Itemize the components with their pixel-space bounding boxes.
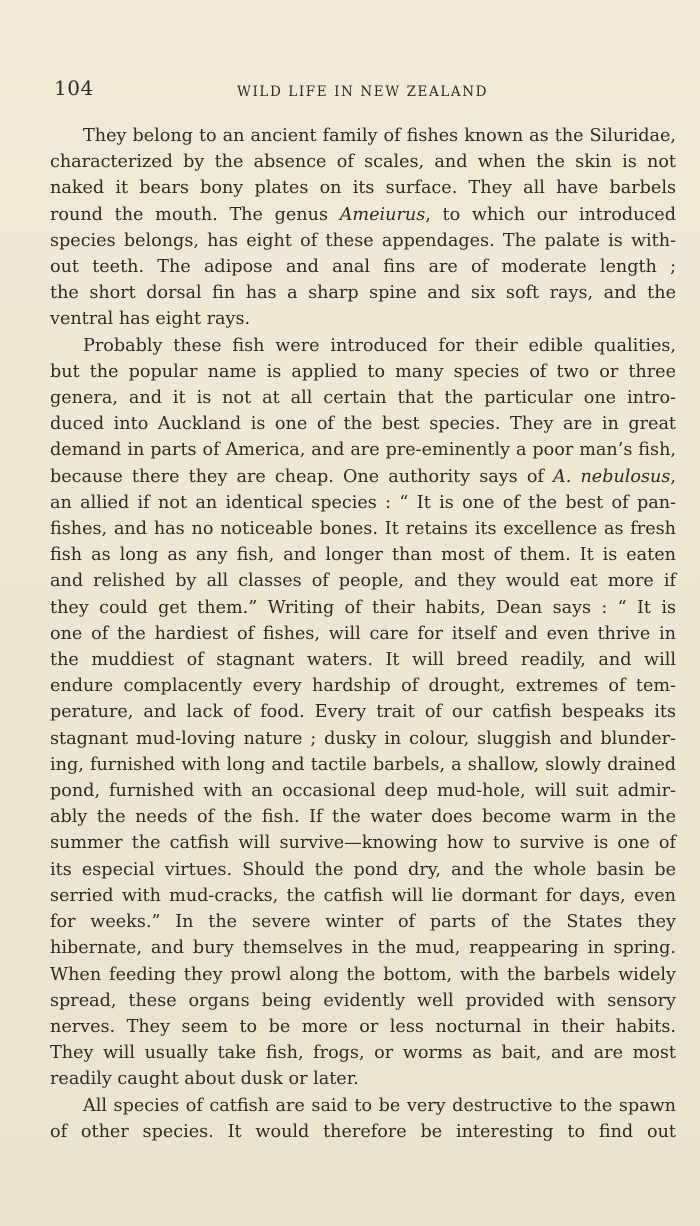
text-line: one of the hardiest of fishes, will care for itself and even thrive in	[50, 623, 676, 644]
text-line: duced into Auckland is one of the best species. They are in great	[50, 414, 676, 435]
text-line: characterized by the absence of scales, and when the skin is not	[50, 152, 676, 173]
text-line	[50, 202, 676, 228]
text-line: ventral has eight rays.	[50, 309, 251, 330]
text-line: the muddiest of stagnant waters. It will breed readily, and will	[50, 650, 676, 671]
text-line: readily caught about dusk or later.	[50, 1069, 359, 1090]
text-line: spread, these organs being evidently well provided with sensory	[50, 990, 676, 1011]
text-line: All species of catfish are said to be very destructive to the spawn	[83, 1095, 676, 1116]
text-line: stagnant mud-loving nature ; dusky in colour, sluggish and blunder-	[50, 728, 676, 749]
text-line: demand in parts of America, and are pre-eminently a poor man’s fish,	[50, 440, 676, 461]
text-line: for weeks.” In the severe winter of parts of the States they	[50, 912, 676, 933]
text-line: ably the needs of the fish. If the water does become warm in the	[50, 807, 676, 828]
genus-name: Ameiurus	[339, 204, 426, 225]
text-line: serried with mud-cracks, the catfish will lie dormant for days, even	[50, 885, 676, 906]
text-line: out teeth. The adipose and anal fins are of moderate length ;	[50, 257, 676, 278]
text-line: the short dorsal fin has a sharp spine and six soft rays, and the	[50, 283, 676, 304]
body-text	[50, 123, 676, 1145]
text-line: They will usually take fish, frogs, or worms as bait, and are most	[50, 1043, 676, 1064]
text-line: pond, furnished with an occasional deep mud-hole, will suit admir-	[50, 781, 676, 802]
paragraph-3	[50, 1093, 676, 1145]
paragraph-1	[50, 123, 676, 333]
text-line: species belongs, has eight of these appendages. The palate is with-	[50, 230, 676, 251]
text-line: genera, and it is not at all certain that the particular one intro-	[50, 388, 676, 409]
text-line: summer the catfish will survive—knowing how to survive is one of	[50, 833, 676, 854]
text-line: hibernate, and bury themselves in the mud, reappearing in spring.	[50, 938, 676, 959]
text-line: nerves. They seem to be more or less nocturnal in their habits.	[50, 1016, 676, 1037]
text-line: of other species. It would therefore be interesting to find out	[50, 1121, 676, 1142]
text-line: fishes, and has no noticeable bones. It retains its excellence as fresh	[50, 519, 676, 540]
text-line: but the popular name is applied to many species of two or three	[50, 361, 676, 382]
text-segment: because there they are cheap. One authority says of	[50, 466, 554, 487]
running-head: WILD LIFE IN NEW ZEALAND	[237, 84, 489, 100]
text-line: perature, and lack of food. Every trait of our catfish bespeaks its	[50, 702, 676, 723]
text-segment: ,	[670, 466, 676, 487]
text-line: Probably these fish were introduced for their edible qualities,	[83, 335, 676, 356]
text-line: an allied if not an identical species : “ It is one of the best of pan-	[50, 492, 676, 513]
text-line: they could get them.” Writing of their habits, Dean says : “ It is	[50, 597, 676, 618]
text-line: fish as long as any fish, and longer than most of them. It is eaten	[50, 545, 676, 566]
text-line	[50, 464, 676, 490]
page-number: 104	[54, 76, 94, 100]
species-name: A. nebulosus	[553, 466, 671, 487]
text-line: and relished by all classes of people, and they would eat more if	[50, 571, 676, 592]
text-line: naked it bears bony plates on its surface. They all have barbels	[50, 178, 676, 199]
text-line: endure complacently every hardship of drought, extremes of tem-	[50, 676, 676, 697]
text-line: They belong to an ancient family of fishes known as the Siluridae,	[83, 126, 676, 146]
text-line: ing, furnished with long and tactile barbels, a shallow, slowly drained	[50, 754, 676, 775]
text-line: its especial virtues. Should the pond dry, and the whole basin be	[50, 859, 676, 880]
text-line: When feeding they prowl along the bottom, with the barbels widely	[50, 964, 676, 985]
paragraph-2	[50, 333, 676, 1093]
text-segment: round the mouth. The genus	[50, 204, 340, 225]
text-segment: , to which our introduced	[425, 204, 676, 225]
